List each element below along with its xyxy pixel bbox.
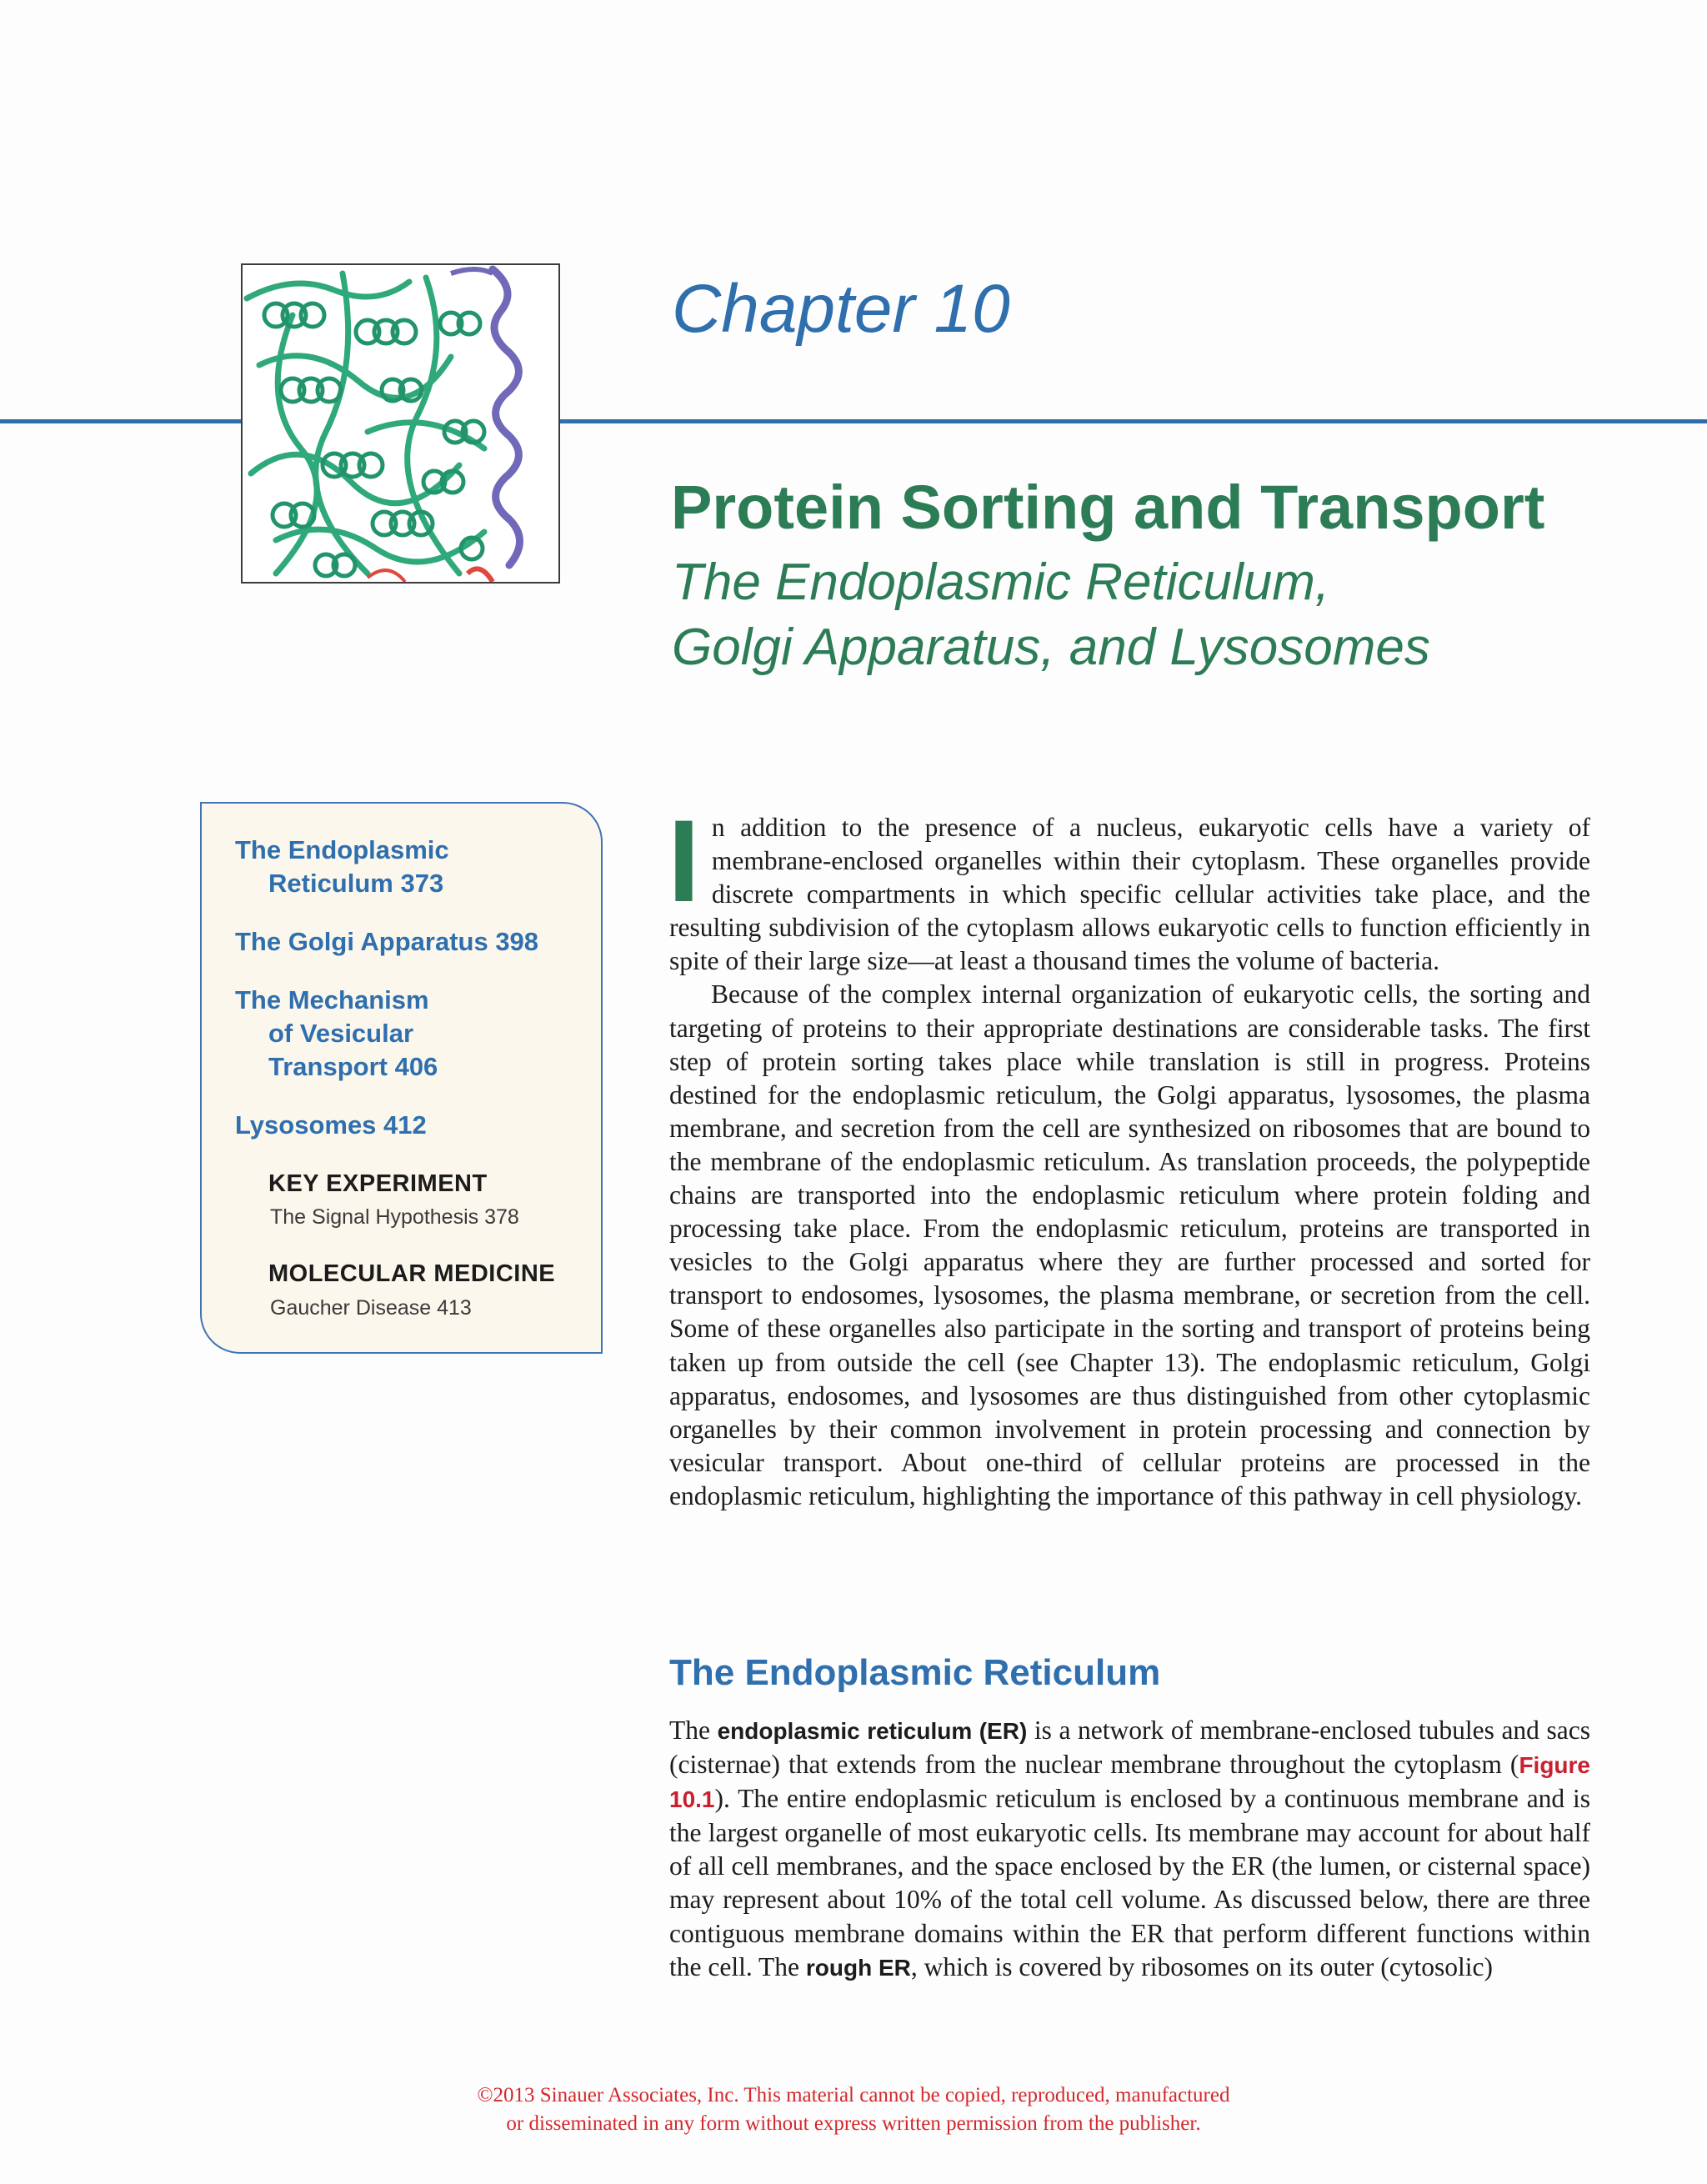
copyright-notice [0,2081,1707,2138]
toc-link-signal-hypothesis[interactable]: The Signal Hypothesis 378 [270,1205,519,1229]
copyright-line: ©2013 Sinauer Associates, Inc. This material cannot be copied, reproduced, manufactured [477,2084,1230,2106]
paragraph-text: The [669,1716,718,1745]
intro-paragraph: Because of the complex internal organization of eukaryotic cells, the sorting and targeting of proteins to their appropriate destinations are considerable tasks. The first step of protein sorting takes place while translation is still in progress. Proteins destined for the endoplasmic reticulum, the Golgi apparatus, lysosomes, the plasma membrane, and secretion from the cell are synthesized on ribosomes that are bound to the membrane of the endoplasmic reticulum. As translation proceeds, the polypeptide chains are transported into the endoplasmic reticulum where protein folding and processing take place. From the endoplasmic reticulum, proteins are transported in vesicles to the Golgi apparatus where they are further processed and sorted for transport to endosomes, lysosomes, the plasma membrane, or secretion from the cell. Some of these organelles also participate in the sorting and transport of proteins being taken up from outside the cell (see Chapter 13). The endoplasmic reticulum, Golgi apparatus, endosomes, and lysosomes are thus distinguished from other cytoplasmic organelles by their common involvement in protein processing and connection by vesicular transport. About one-third of cellular proteins are processed in the endoplasmic reticulum, highlighting the importance of this pathway in cell physiology. [669,979,1590,1510]
header-rule-left [0,419,241,423]
toc-link-endoplasmic-reticulum[interactable] [235,834,593,900]
paragraph-text: , which is covered by ribosomes on its outer (cytosolic) [910,1951,1493,1981]
drop-cap: I [668,795,700,926]
toc-link-gaucher-disease[interactable]: Gaucher Disease 413 [270,1296,472,1320]
paragraph-text: ). The entire endoplasmic reticulum is enclosed by a continuous membrane and is the largest organelle of most eukaryotic cells. Its membrane may account for about half of all cell membranes, and the space enclosed by the ER (the lumen, or cisternal space) may represent about 10% of the total cell volume. As discussed below, there are three contiguous membrane domains within the ER that perform different functions within the cell. The [669,1784,1590,1981]
molecular-medicine-label: MOLECULAR MEDICINE [268,1260,556,1287]
toc-entry-line: The Mechanism [235,985,429,1014]
chapter-subtitle [672,550,1430,680]
section-paragraph [669,1714,1590,1985]
subtitle-line: Golgi Apparatus, and Lysosomes [672,619,1430,676]
toc-link-golgi-apparatus[interactable] [235,925,593,959]
toc-link-lysosomes[interactable] [235,1109,593,1142]
chapter-title: Protein Sorting and Transport [671,473,1545,542]
key-term: endoplasmic reticulum (ER) [717,1718,1028,1744]
protein-ribbon-illustration [243,265,558,582]
header-rule-right [560,419,1707,423]
toc-entry-line: The Golgi Apparatus 398 [235,927,539,956]
copyright-line: or disseminated in any form without express written permission from the publisher. [506,2112,1201,2135]
protein-structure-image [241,263,560,584]
chapter-label: Chapter 10 [672,271,1010,347]
toc-entry-line: The Endoplasmic [235,835,449,864]
toc-entry-line: Lysosomes 412 [235,1110,427,1140]
chapter-contents-sidebar [200,802,603,1354]
key-experiment-label: KEY EXPERIMENT [268,1170,488,1197]
key-term: rough ER [805,1954,911,1981]
section-heading: The Endoplasmic Reticulum [669,1652,1161,1693]
toc-entry-line: Transport 406 [268,1052,438,1081]
toc-link-vesicular-transport[interactable] [235,984,593,1084]
subtitle-line: The Endoplasmic Reticulum, [672,554,1330,611]
toc-entry-line: Reticulum 373 [268,869,444,898]
toc-entry-line: of Vesicular [268,1019,414,1048]
intro-text [668,795,1590,1513]
figure-reference-link[interactable]: Figure 10.1 [669,1752,1590,1813]
paragraph-text: is a network of membrane-enclosed tubules and sacs (cisternae) that extends from the nuclear membrane throughout the cytoplasm ( [669,1716,1590,1780]
intro-paragraph: n addition to the presence of a nucleus, eukaryotic cells have a variety of membrane-enclosed organelles within their cytoplasm. These organelles provide discrete compartments in which specific cellular activities take place, and the resulting subdivision of the cytoplasm allows eukaryotic cells to function efficiently in spite of their large size—at least a thousand times the volume of bacteria. [669,813,1590,976]
